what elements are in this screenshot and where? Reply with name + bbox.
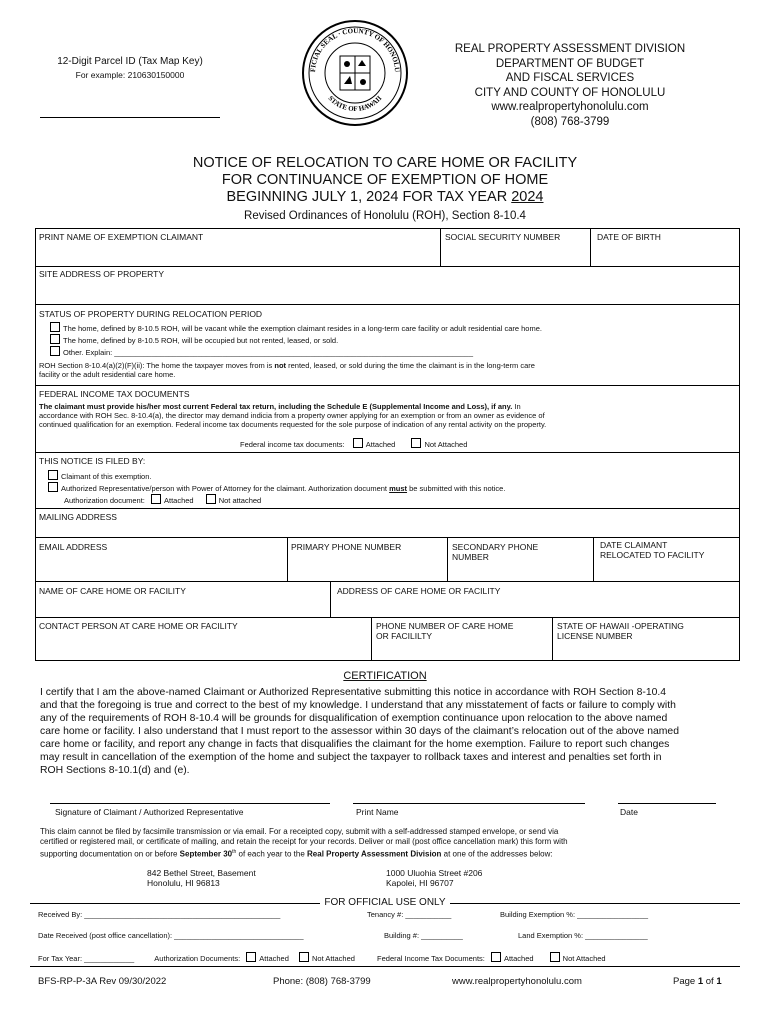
care-home-address-label: ADDRESS OF CARE HOME OR FACILITY xyxy=(337,586,501,596)
checkbox[interactable] xyxy=(50,346,60,356)
fed-heading: FEDERAL INCOME TAX DOCUMENTS xyxy=(39,389,190,399)
dept-line: CITY AND COUNTY OF HONOLULU xyxy=(474,86,666,99)
title-line-1: NOTICE OF RELOCATION TO CARE HOME OR FACILITY xyxy=(192,155,578,171)
checkbox[interactable] xyxy=(50,322,60,332)
signature-label: Signature of Claimant / Authorized Representative xyxy=(55,807,244,817)
fed-attached-label: Attached xyxy=(365,440,396,449)
parcel-id-label: 12-Digit Parcel ID (Tax Map Key) xyxy=(57,56,203,67)
claimant-name-label: PRINT NAME OF EXEMPTION CLAIMANT xyxy=(39,232,204,242)
checkbox[interactable] xyxy=(550,952,560,962)
filed-opt2-a: Authorized Representative/person with Power of Attorney for the claimant. Authorization document xyxy=(61,484,390,493)
roh-note-a: ROH Section 8-10.4(a)(2)(F)(ii): The home the taxpayer moves from is xyxy=(39,361,275,370)
cert-line: care home or facility. I also understand that I must report to the assessor within 30 days of the claimant’s relocation out of the above named xyxy=(40,726,679,737)
status-option-occupied[interactable] xyxy=(50,334,740,345)
county-seal xyxy=(300,18,410,128)
roh-note-c: facility or the adult residential care home. xyxy=(39,370,176,379)
submission-text xyxy=(40,827,750,860)
checkbox[interactable] xyxy=(411,438,421,448)
building-exemption: Building Exemption %: _________________ xyxy=(500,910,649,919)
footer-website[interactable]: www.realpropertyhonolulu.com xyxy=(452,976,582,987)
addr2-line-1: 1000 Uluohia Street #206 xyxy=(386,868,483,878)
site-address-label: SITE ADDRESS OF PROPERTY xyxy=(39,269,165,279)
title-line-3-prefix: BEGINNING JULY 1, 2024 FOR TAX YEAR xyxy=(226,189,512,205)
signature-field[interactable] xyxy=(50,803,330,804)
fed-text-b: accordance with ROH Sec. 8-10.4(a), the director may demand indicia from a property owner applying for an exemption or from an owner as evidence of xyxy=(39,411,545,420)
cert-line: may result in cancellation of the exemption of the home and subject the taxpayer to rollback taxes and interest and penalties set forth in xyxy=(40,752,662,763)
official-use-heading-text: FOR OFFICIAL USE ONLY xyxy=(320,897,449,908)
dept-phone: (808) 768-3799 xyxy=(530,115,610,128)
certification-heading-text: CERTIFICATION xyxy=(343,670,427,682)
date-field[interactable] xyxy=(618,803,716,804)
auth-attached-label: Attached xyxy=(163,496,194,505)
dept-line: AND FISCAL SERVICES xyxy=(505,72,635,85)
official-fed-attached: Attached xyxy=(503,954,534,963)
date-relocated-line-1: DATE CLAIMANT xyxy=(600,540,668,550)
fed-not-attached-label: Not Attached xyxy=(424,440,468,449)
auth-doc-label: Authorization document: xyxy=(64,496,145,505)
filed-by-heading: THIS NOTICE IS FILED BY: xyxy=(39,456,146,466)
addr2-line-2: Kapolei, HI 96707 xyxy=(386,878,454,888)
footer-phone: Phone: (808) 768-3799 xyxy=(273,976,371,987)
contact-person-label: CONTACT PERSON AT CARE HOME OR FACILITY xyxy=(39,621,238,631)
filed-opt2-must: must xyxy=(389,484,408,493)
secondary-phone-line-1: SECONDARY PHONE xyxy=(452,542,539,552)
care-phone-line-1: PHONE NUMBER OF CARE HOME xyxy=(376,621,514,631)
form-id: BFS-RP-P-3A Rev 09/30/2022 xyxy=(38,976,167,987)
date-received: Date Received (post office cancellation): _______________________________ xyxy=(38,931,304,940)
title-line-3 xyxy=(0,189,770,206)
filed-opt2-b: be submitted with this notice. xyxy=(407,484,506,493)
fed-text xyxy=(39,402,739,429)
dept-line: REAL PROPERTY ASSESSMENT DIVISION xyxy=(454,43,686,55)
status-option-vacant[interactable] xyxy=(50,322,740,333)
email-label: EMAIL ADDRESS xyxy=(39,542,108,552)
primary-phone-label: PRIMARY PHONE NUMBER xyxy=(291,542,402,552)
auth-not-attached-label: Not attached xyxy=(218,496,262,505)
status-option-vacant-label: The home, defined by 8-10.5 ROH, will be vacant while the exemption claimant resides in a long-term care facility or adult residential care home. xyxy=(63,324,542,333)
fed-bold: The claimant must provide his/her most current Federal tax return, including the Schedule E (Supplemental Income and Loss), if any. xyxy=(39,402,513,411)
checkbox[interactable] xyxy=(48,482,58,492)
tax-year-field: For Tax Year: ____________ xyxy=(38,954,135,963)
addr1-line-1: 842 Bethel Street, Basement xyxy=(147,868,256,878)
care-home-name-label: NAME OF CARE HOME OR FACILITY xyxy=(39,586,186,596)
license-line-1: STATE OF HAWAII -OPERATING xyxy=(557,621,684,631)
checkbox[interactable] xyxy=(48,470,58,480)
svg-text:STATE OF HAWAII: STATE OF HAWAII xyxy=(326,94,384,114)
checkbox[interactable] xyxy=(151,494,161,504)
checkbox[interactable] xyxy=(299,952,309,962)
received-by: Received By: _______________________________________________ xyxy=(38,910,281,919)
dept-line: DEPARTMENT OF BUDGET xyxy=(495,57,645,70)
roh-note-not: not xyxy=(274,361,287,370)
addr1-line-2: Honolulu, HI 96813 xyxy=(147,878,220,888)
page-num: 1 xyxy=(697,976,704,987)
status-heading: STATUS OF PROPERTY DURING RELOCATION PERIOD xyxy=(39,309,263,319)
official-use-heading xyxy=(0,897,770,908)
filed-by-claimant-label: Claimant of this exemption. xyxy=(61,472,152,481)
page-number xyxy=(673,976,722,987)
official-doc-row xyxy=(38,952,748,963)
filed-by-representative[interactable] xyxy=(48,482,738,493)
svg-text:OFFICIAL SEAL · COUNTY OF HONO: FICIAL SEAL · COUNTY OF HONOLU xyxy=(308,26,402,73)
date-relocated-label xyxy=(600,540,704,560)
page-total: 1 xyxy=(716,976,722,987)
submission-line-1: This claim cannot be filed by facsimile transmission or via email. For a receipted copy, submit with a self-addressed stamped envelope, or send via xyxy=(40,827,559,836)
sub-l3-sup: th xyxy=(232,849,237,855)
certification-text xyxy=(40,686,740,777)
sub-l3-b: of each year to the xyxy=(236,849,308,859)
filed-by-claimant[interactable] xyxy=(48,470,151,481)
fed-text-a: In xyxy=(512,402,521,411)
cert-line: care home or facility, and report any change in facts that disqualifies the claimant for the home exemption. Failure to report such changes xyxy=(40,739,670,750)
department-block xyxy=(420,42,720,130)
land-exemption: Land Exemption %: _______________ xyxy=(518,931,648,940)
sub-l3-a: supporting documentation on or before xyxy=(40,849,180,859)
sub-l3-c: at one of the addresses below: xyxy=(441,849,553,859)
checkbox[interactable] xyxy=(353,438,363,448)
dob-label: DATE OF BIRTH xyxy=(597,232,661,242)
official-fed-not-attached: Not Attached xyxy=(562,954,606,963)
license-line-2: LICENSE NUMBER xyxy=(557,631,633,641)
auth-docs-label: Authorization Documents: xyxy=(154,954,241,963)
secondary-phone-line-2: NUMBER xyxy=(452,552,489,562)
cert-line: I certify that I am the above-named Claimant or Authorized Representative submitting this notice in accordance with ROH Section 8-10.4 xyxy=(40,687,667,698)
checkbox[interactable] xyxy=(50,334,60,344)
fed-docs-label: Federal income tax documents: xyxy=(240,440,345,449)
sub-l3-div: Real Property Assessment Division xyxy=(307,849,442,859)
status-option-occupied-label: The home, defined by 8-10.5 ROH, will be occupied but not rented, leased, or sold. xyxy=(63,336,339,345)
roh-note xyxy=(39,361,739,379)
submission-line-3 xyxy=(40,847,750,860)
sub-l3-date: September 30 xyxy=(179,849,233,859)
cert-line: ROH Sections 8-10.1(d) and (e). xyxy=(40,765,190,776)
print-name-field[interactable] xyxy=(353,803,585,804)
fed-docs-row xyxy=(240,438,467,449)
building-no: Building #: __________ xyxy=(384,931,463,940)
roh-note-b: rented, leased, or sold during the time the claimant is in the long-term care xyxy=(286,361,535,370)
page-of: of xyxy=(703,976,717,987)
tenancy-no: Tenancy #: ___________ xyxy=(367,910,452,919)
cert-line: and that the foregoing is true and correct to the best of my knowledge. I understand that any misstatement of facts or failure to comply with xyxy=(40,700,676,711)
form-subtitle: Revised Ordinances of Honolulu (ROH), Section 8-10.4 xyxy=(244,210,526,222)
submission-line-2: certified or registered mail, or certificate of mailing, and retain the receipt for your records. Deliver or mail (post office cancellation mark) this form with xyxy=(40,837,568,846)
status-option-other-label: Other. Explain: ______________________________________________________________________________________ xyxy=(63,348,473,357)
mailing-address-label: MAILING ADDRESS xyxy=(39,512,117,522)
cert-line: any of the requirements of ROH 8-10.4 will be grounds for disqualification of exemption continuance upon relocation to the above named xyxy=(40,713,668,724)
official-auth-attached: Attached xyxy=(259,954,289,963)
ssn-label: SOCIAL SECURITY NUMBER xyxy=(445,232,561,242)
date-relocated-line-2: RELOCATED TO FACILITY xyxy=(600,550,705,560)
print-name-label: Print Name xyxy=(356,807,399,817)
date-label: Date xyxy=(620,807,638,817)
title-tax-year: 2024 xyxy=(511,189,544,205)
dept-website[interactable]: www.realpropertyhonolulu.com xyxy=(491,101,649,114)
fed-docs-official-label: Federal Income Tax Documents: xyxy=(377,954,485,963)
address-kapolei xyxy=(386,868,482,888)
official-auth-not-attached: Not Attached xyxy=(311,954,355,963)
certification-heading xyxy=(0,670,770,682)
checkbox[interactable] xyxy=(206,494,216,504)
page-a: Page xyxy=(673,976,698,987)
form-title xyxy=(0,155,770,206)
auth-doc-row xyxy=(64,494,261,505)
title-line-2: FOR CONTINUANCE OF EXEMPTION OF HOME xyxy=(221,172,549,188)
care-phone-line-2: OR FACILILTY xyxy=(376,631,433,641)
status-option-other[interactable] xyxy=(50,346,740,357)
parcel-id-example: For example: 210630150000 xyxy=(75,70,185,80)
care-phone-label xyxy=(376,621,513,641)
checkbox[interactable] xyxy=(246,952,256,962)
fed-text-c: continued qualification for an exemption. Federal income tax documents requested for the sole purpose of indication of any rental activity on the property. xyxy=(39,420,547,429)
secondary-phone-label xyxy=(452,542,538,562)
license-label xyxy=(557,621,684,641)
parcel-id-input-line[interactable] xyxy=(40,117,220,118)
address-honolulu xyxy=(147,868,256,888)
checkbox[interactable] xyxy=(491,952,501,962)
